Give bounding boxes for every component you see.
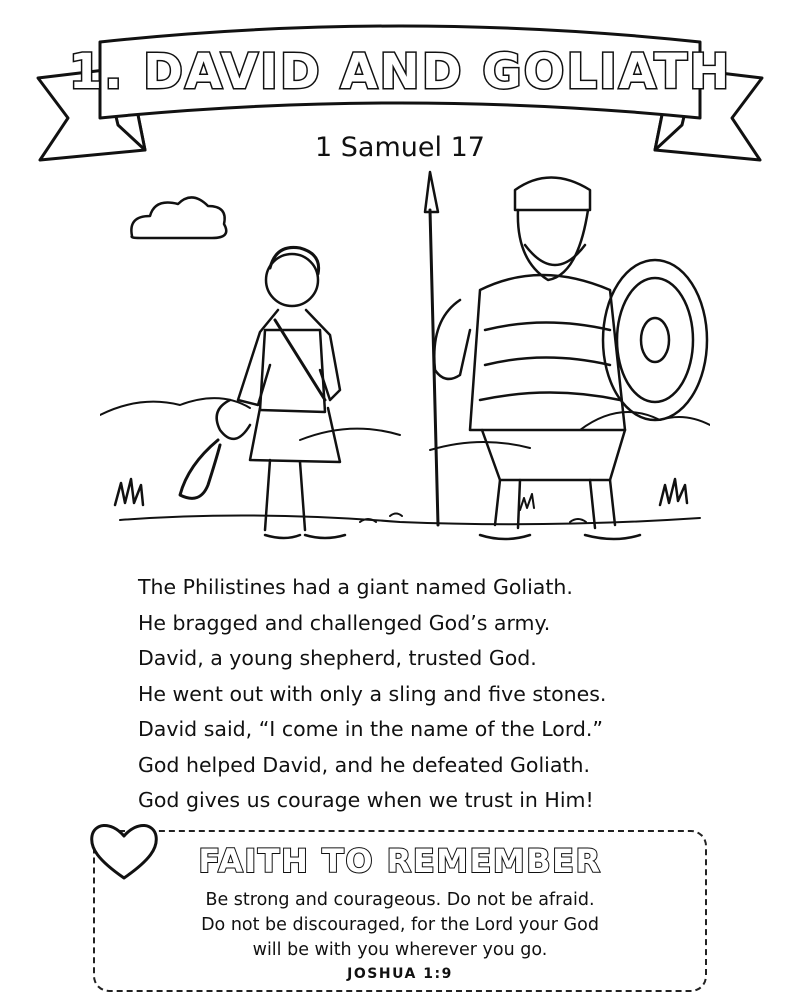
verse-line: will be with you wherever you go. [252, 940, 548, 960]
verse-text [93, 888, 707, 963]
story-line: He went out with only a sling and five stones. [138, 681, 607, 706]
story-line: He bragged and challenged God’s army. [138, 610, 551, 635]
page-title: 1. DAVID AND GOLIATH [68, 44, 732, 100]
story-line: David said, “I come in the name of the Lord.” [138, 717, 604, 741]
scripture-reference: 1 Samuel 17 [315, 132, 485, 163]
story-line: The Philistines had a giant named Goliath. [138, 575, 573, 599]
shield-icon [603, 260, 707, 420]
story-line: God gives us courage when we trust in Him! [138, 788, 594, 812]
sling-icon [180, 440, 220, 498]
cloud-icon [131, 197, 226, 238]
story-text [138, 570, 718, 819]
hills [100, 398, 710, 450]
goliath-figure [434, 178, 640, 540]
verse-line: Be strong and courageous. Do not be afraid. [205, 890, 595, 910]
story-line: David, a young shepherd, trusted God. [138, 646, 537, 670]
david-goliath-illustration [100, 150, 710, 570]
grass-right [660, 479, 687, 505]
verse-heading: FAITH TO REMEMBER [198, 842, 602, 880]
verse-reference: JOSHUA 1:9 [347, 966, 453, 982]
david-figure [180, 247, 345, 538]
story-line: God helped David, and he defeated Goliath. [138, 752, 590, 777]
spear-icon [425, 172, 438, 525]
grass-left [115, 479, 143, 505]
verse-line: Do not be discouraged, for the Lord your God [201, 915, 599, 935]
